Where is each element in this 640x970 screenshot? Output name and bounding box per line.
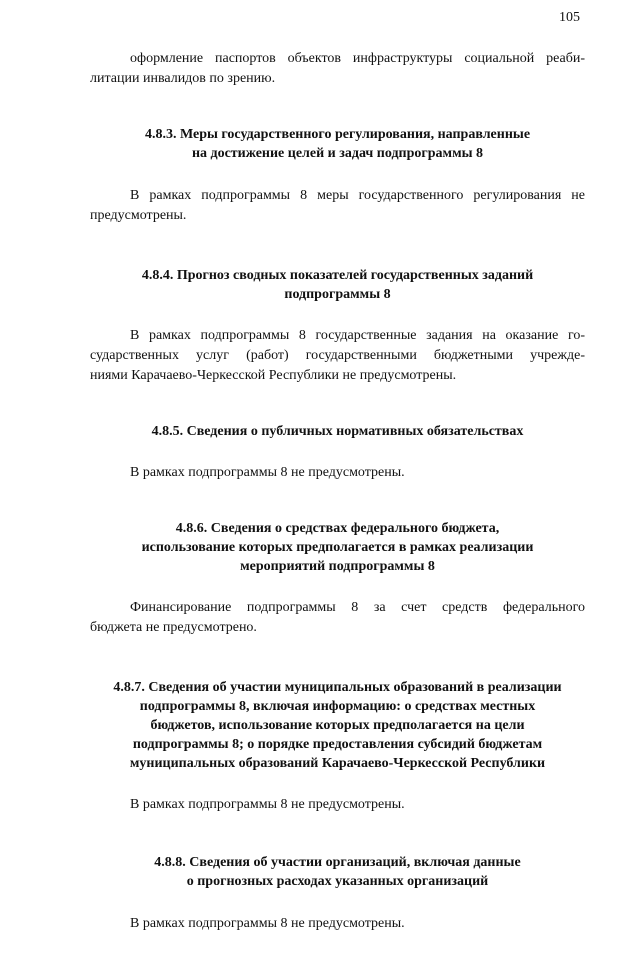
heading-line: подпрограммы 8, включая информацию: о средствах местных <box>139 699 536 714</box>
heading-line: 4.8.7. Сведения об участии муниципальных образований в реализации <box>113 680 562 695</box>
heading-line: о прогнозных расходах указанных организаций <box>186 874 489 889</box>
section-heading-4-8-4 <box>90 266 585 304</box>
paragraph-line: бюджета не предусмотрено. <box>90 620 257 635</box>
paragraph-line: В рамках подпрограммы 8 не предусмотрены. <box>130 797 405 812</box>
heading-line: подпрограммы 8 <box>284 287 391 302</box>
section-paragraph-4-8-7 <box>90 795 585 815</box>
section-heading-4-8-8 <box>90 853 585 891</box>
paragraph-line: В рамках подпрограммы 8 не предусмотрены. <box>130 465 405 480</box>
section-heading-4-8-5 <box>90 422 585 441</box>
heading-line: бюджетов, использование которых предполагается на цели <box>150 718 525 733</box>
document-body <box>90 49 585 970</box>
heading-line: 4.8.8. Сведения об участии организаций, включая данные <box>154 855 521 870</box>
heading-line: 4.8.5. Сведения о публичных нормативных обязательствах <box>151 424 524 439</box>
section-paragraph-4-8-3 <box>90 186 585 226</box>
section-paragraph-4-8-8 <box>90 914 585 934</box>
heading-line: муниципальных образований Карачаево-Черкесской Республики <box>129 756 546 771</box>
page-number: 105 <box>559 10 580 25</box>
heading-line: 4.8.3. Меры государственного регулирования, направленные <box>144 127 531 142</box>
heading-line: подпрограммы 8; о порядке предоставления субсидий бюджетам <box>132 737 543 752</box>
intro-line: литации инвалидов по зрению. <box>90 71 276 86</box>
paragraph-line: Финансирование подпрограммы 8 за счет средств федерального <box>130 600 585 615</box>
heading-line: 4.8.6. Сведения о средствах федерального бюджета, <box>175 521 500 536</box>
intro-paragraph <box>90 49 585 89</box>
paragraph-line: В рамках подпрограммы 8 государственные задания на оказание го- <box>130 328 585 343</box>
intro-line: оформление паспортов объектов инфраструктуры социальной реаби- <box>130 51 585 66</box>
paragraph-line: ниями Карачаево-Черкесской Республики не предусмотрены. <box>90 368 457 383</box>
section-paragraph-4-8-6 <box>90 598 585 638</box>
section-paragraph-4-8-5 <box>90 463 585 483</box>
heading-line: мероприятий подпрограммы 8 <box>240 559 435 574</box>
paragraph-line: В рамках подпрограммы 8 меры государственного регулирования не <box>130 188 585 203</box>
heading-line: на достижение целей и задач подпрограммы 8 <box>191 146 484 161</box>
paragraph-line: предусмотрены. <box>90 208 187 223</box>
section-heading-4-8-3 <box>90 125 585 163</box>
section-heading-4-8-6 <box>90 519 585 576</box>
heading-line: использование которых предполагается в рамках реализации <box>141 540 534 555</box>
paragraph-line: В рамках подпрограммы 8 не предусмотрены. <box>130 916 405 931</box>
heading-line: 4.8.4. Прогноз сводных показателей государственных заданий <box>141 268 534 283</box>
section-paragraph-4-8-4 <box>90 326 585 386</box>
section-heading-4-8-7 <box>90 678 585 773</box>
paragraph-line: сударственных услуг (работ) государственными бюджетными учрежде- <box>90 348 585 363</box>
